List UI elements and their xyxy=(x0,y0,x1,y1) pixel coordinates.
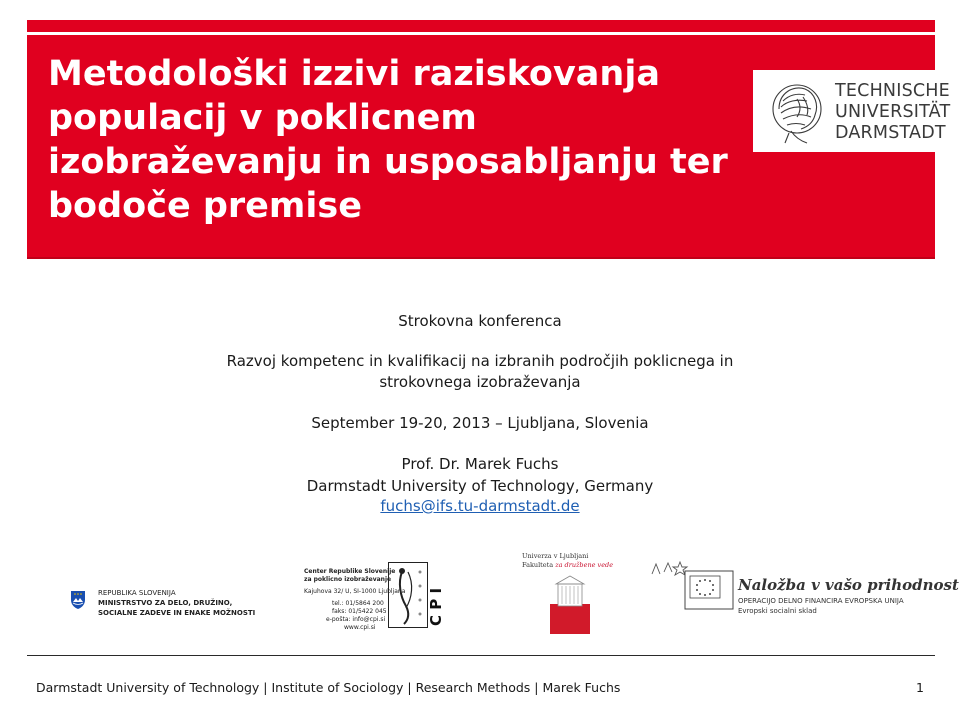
faculty-line2: Fakulteta xyxy=(522,561,554,569)
tu-darmstadt-logo xyxy=(753,70,951,152)
conference-label: Strokovna konferenca xyxy=(398,312,562,330)
faculty-line2-italic: za družbene vede xyxy=(555,561,614,569)
ministry-logo xyxy=(70,588,256,618)
tud-wordmark-line: DARMSTADT xyxy=(835,123,946,143)
conference-date-place: September 19-20, 2013 – Ljubljana, Slovenia xyxy=(311,414,649,432)
faculty-building-icon xyxy=(550,574,590,634)
slide-title: Metodološki izzivi raziskovanja populacij v poklicnem izobraževanju in usposabljanju ter bodoče premise xyxy=(48,54,728,226)
tud-wordmark-line: TECHNISCHE xyxy=(835,81,950,101)
author-email-row xyxy=(130,496,830,516)
cpi-line1: Center Republike Slovenije xyxy=(304,568,396,575)
conference-title-line2: strokovnega izobraževanja xyxy=(379,373,581,391)
cpi-tel: tel.: 01/5864 200 xyxy=(332,600,384,607)
esf-headline: Naložba v vašo prihodnost xyxy=(738,576,959,594)
ministry-line1: REPUBLIKA SLOVENIJA xyxy=(98,589,176,597)
cpi-logo xyxy=(300,562,450,631)
cpi-web: www.cpi.si xyxy=(344,624,376,631)
tud-wordmark-line: UNIVERSITÄT xyxy=(835,102,951,122)
page-number: 1 xyxy=(916,680,924,695)
cpi-address: Kajuhova 32/ U, SI-1000 Ljubljana xyxy=(304,588,406,595)
slovenia-coat-of-arms-icon xyxy=(70,590,86,610)
top-accent-bar xyxy=(27,20,935,32)
eu-flag-icon xyxy=(684,570,734,610)
tud-athena-head-icon xyxy=(767,79,827,145)
cpi-figure-icon xyxy=(388,562,428,628)
footer-text: Darmstadt University of Technology | Institute of Sociology | Research Methods | Marek Fuchs xyxy=(36,680,621,695)
conference-title-line1: Razvoj kompetenc in kvalifikacij na izbranih področjih poklicnega in xyxy=(226,352,734,370)
cpi-line2: za poklicno izobraževanje xyxy=(304,576,392,583)
ministry-line2: MINISTRSTVO ZA DELO, DRUŽINO, xyxy=(98,599,233,607)
tud-wordmark xyxy=(835,81,950,144)
author-name: Prof. Dr. Marek Fuchs xyxy=(401,455,559,473)
author-email-link[interactable]: fuchs@ifs.tu-darmstadt.de xyxy=(380,497,580,515)
faculty-line1: Univerza v Ljubljani xyxy=(522,552,589,560)
ministry-line3: SOCIALNE ZADEVE IN ENAKE MOŽNOSTI xyxy=(98,609,256,617)
cpi-fax: faks: 01/5422 045 xyxy=(332,608,387,615)
footer-rule xyxy=(27,655,935,656)
esf-line1: OPERACIJO DELNO FINANCIRA EVROPSKA UNIJA xyxy=(738,597,904,605)
faculty-logo xyxy=(522,552,632,636)
cpi-mark: C P I xyxy=(427,587,445,626)
cpi-email: e-pošta: info@cpi.si xyxy=(326,616,386,623)
author-affiliation: Darmstadt University of Technology, Germany xyxy=(306,477,654,495)
esf-logo xyxy=(648,560,959,620)
esf-line2: Evropski socialni sklad xyxy=(738,607,817,615)
title-band-edge xyxy=(27,257,935,259)
